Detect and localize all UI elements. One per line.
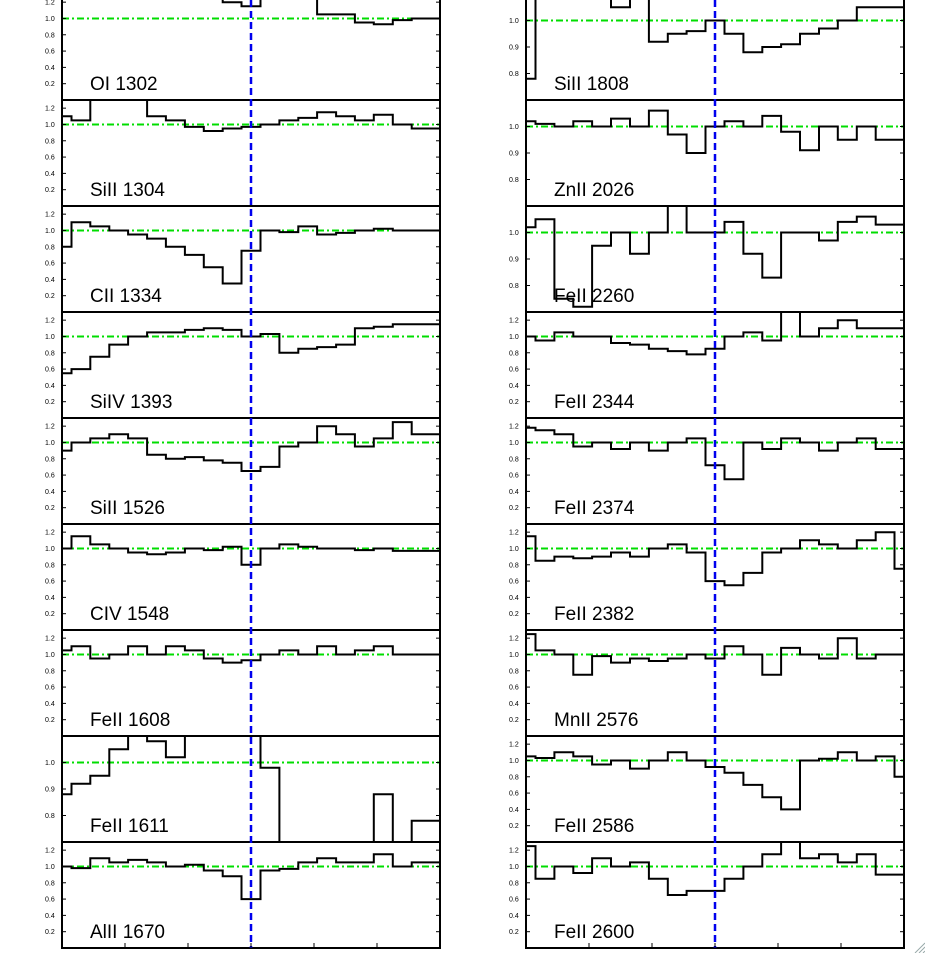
y-tick-label: 0.8	[509, 668, 519, 676]
y-tick-label: 0.2	[45, 929, 55, 937]
panel-feii-1608	[45, 630, 449, 736]
y-tick-label: 1.0	[509, 651, 519, 659]
y-tick-label: 0.6	[45, 472, 55, 480]
y-tick-label: 0.4	[45, 700, 55, 708]
y-tick-label: 0.6	[45, 578, 55, 586]
panel-label: FeII 2600	[554, 922, 635, 943]
panel-label: CII 1334	[90, 286, 162, 307]
panel-label: OI 1302	[90, 74, 158, 95]
column-1	[45, 0, 449, 955]
y-tick-label: 1.0	[45, 651, 55, 659]
panel-siiv-1393	[45, 312, 449, 418]
y-tick-label: 1.2	[509, 317, 519, 325]
y-tick-label: 0.8	[45, 350, 55, 358]
y-tick-label: 1.0	[509, 439, 519, 447]
y-tick-label: 1.0	[45, 439, 55, 447]
y-tick-label: 0.8	[45, 813, 55, 820]
y-tick-label: 0.4	[509, 806, 519, 814]
y-tick-label: 0.8	[509, 350, 519, 358]
y-tick-label: 0.8	[45, 244, 55, 252]
y-tick-label: 0.8	[45, 562, 55, 570]
y-tick-label: 0.8	[509, 880, 519, 888]
panel-feii-2344	[509, 300, 914, 418]
y-tick-label: 0.4	[45, 64, 55, 72]
y-tick-label: 0.2	[45, 611, 55, 619]
y-tick-label: 0.2	[509, 505, 519, 513]
y-tick-label: 1.0	[509, 545, 519, 553]
y-tick-label: 0.6	[509, 578, 519, 586]
y-tick-label: 0.4	[45, 276, 55, 284]
y-tick-label: 1.0	[509, 18, 519, 25]
y-tick-label: 0.2	[45, 717, 55, 725]
y-tick-label: 0.2	[45, 187, 55, 195]
y-tick-label: 0.4	[45, 382, 55, 390]
panel-label: FeII 2374	[554, 498, 635, 519]
y-tick-label: 1.2	[45, 529, 55, 537]
y-tick-label: 0.2	[509, 611, 519, 619]
y-tick-label: 0.4	[45, 170, 55, 178]
y-tick-label: 0.6	[509, 684, 519, 692]
y-tick-label: 0.9	[509, 44, 519, 52]
y-tick-label: 0.6	[509, 366, 519, 374]
panel-label: FeII 2586	[554, 816, 635, 837]
y-tick-label: 0.9	[509, 150, 519, 158]
y-tick-label: 0.9	[45, 786, 55, 794]
y-tick-label: 1.0	[45, 760, 55, 767]
y-tick-label: 0.4	[509, 700, 519, 708]
y-tick-label: 1.2	[509, 635, 519, 643]
panel-label: SiII 1304	[90, 180, 165, 201]
y-tick-label: 0.4	[45, 488, 55, 496]
y-tick-label: 1.2	[45, 847, 55, 855]
y-tick-label: 0.6	[45, 48, 55, 56]
panel-label: CIV 1548	[90, 604, 170, 625]
panel-label: SiII 1808	[554, 74, 629, 95]
y-tick-label: 0.4	[509, 912, 519, 920]
y-tick-label: 0.8	[45, 880, 55, 888]
panel-label: SiII 1526	[90, 498, 165, 519]
y-tick-label: 1.0	[45, 333, 55, 341]
panel-label: FeII 2260	[554, 286, 635, 307]
y-tick-label: 0.2	[509, 717, 519, 725]
y-tick-label: 0.8	[45, 456, 55, 464]
y-tick-label: 0.6	[45, 154, 55, 162]
y-tick-label: 1.0	[45, 545, 55, 553]
y-tick-label: 0.2	[509, 399, 519, 407]
panel-label: ZnII 2026	[554, 180, 635, 201]
panel-label: FeII 2382	[554, 604, 635, 625]
y-tick-label: 1.0	[45, 863, 55, 871]
y-tick-label: 0.2	[509, 929, 519, 937]
y-tick-label: 0.4	[509, 488, 519, 496]
y-tick-label: 1.2	[509, 847, 519, 855]
panel-alii-1670	[45, 842, 449, 948]
y-tick-label: 0.2	[45, 81, 55, 89]
panel-siii-1808	[509, 0, 914, 100]
y-tick-label: 1.2	[509, 423, 519, 431]
panel-mnii-2576	[509, 630, 914, 736]
y-tick-label: 1.0	[45, 121, 55, 129]
y-tick-label: 0.6	[509, 790, 519, 798]
y-tick-label: 0.2	[45, 399, 55, 407]
panel-feii-2260	[509, 206, 914, 312]
panel-cii-1334	[45, 206, 449, 312]
panel-label: SiIV 1393	[90, 392, 173, 413]
y-tick-label: 1.0	[509, 757, 519, 765]
y-tick-label: 0.2	[45, 293, 55, 301]
panel-label: MnII 2576	[554, 710, 639, 731]
y-tick-label: 0.6	[45, 896, 55, 904]
y-tick-label: 1.2	[509, 529, 519, 537]
y-tick-label: 0.6	[45, 366, 55, 374]
y-tick-label: 1.2	[45, 0, 55, 7]
y-tick-label: 0.9	[509, 256, 519, 264]
y-tick-label: 0.8	[509, 283, 519, 290]
y-tick-label: 0.8	[509, 456, 519, 464]
y-tick-label: 0.6	[509, 472, 519, 480]
panel-feii-2600	[509, 842, 914, 948]
y-tick-label: 0.4	[45, 594, 55, 602]
y-tick-label: 1.0	[45, 15, 55, 23]
y-tick-label: 1.0	[509, 124, 519, 131]
y-tick-label: 1.2	[45, 423, 55, 431]
y-tick-label: 1.0	[45, 227, 55, 235]
y-tick-label: 0.8	[45, 668, 55, 676]
panel-label: AlII 1670	[90, 922, 165, 943]
y-tick-label: 1.2	[45, 211, 55, 219]
y-tick-label: 0.8	[509, 71, 519, 78]
panel-label: FeII 1608	[90, 710, 171, 731]
y-tick-label: 1.2	[509, 741, 519, 749]
panel-feii-2382	[509, 524, 914, 630]
y-tick-label: 0.4	[509, 594, 519, 602]
panel-label: FeII 1611	[90, 816, 169, 837]
y-tick-label: 0.8	[509, 562, 519, 570]
y-tick-label: 0.4	[45, 912, 55, 920]
y-tick-label: 1.2	[45, 105, 55, 113]
y-tick-label: 1.2	[45, 635, 55, 643]
panel-siii-1526	[45, 418, 449, 524]
y-tick-label: 0.2	[509, 823, 519, 831]
panel-siii-1304	[45, 100, 449, 206]
panel-feii-2586	[509, 736, 914, 842]
panel-civ-1548	[45, 524, 449, 630]
panel-label: FeII 2344	[554, 392, 635, 413]
y-tick-label: 1.2	[45, 317, 55, 325]
y-tick-label: 0.4	[509, 382, 519, 390]
y-tick-label: 0.6	[45, 684, 55, 692]
y-tick-label: 1.0	[509, 863, 519, 871]
y-tick-label: 0.8	[45, 32, 55, 40]
y-tick-label: 0.6	[45, 260, 55, 268]
panel-znii-2026	[509, 100, 914, 206]
resize-grip-icon	[913, 941, 925, 953]
y-tick-label: 1.0	[509, 333, 519, 341]
y-tick-label: 1.0	[509, 230, 519, 237]
y-tick-label: 0.6	[509, 896, 519, 904]
column-2	[509, 0, 914, 955]
y-tick-label: 0.8	[45, 138, 55, 146]
panel-feii-1611	[45, 736, 449, 869]
y-tick-label: 0.8	[509, 774, 519, 782]
panel-feii-2374	[509, 418, 914, 524]
y-tick-label: 0.2	[45, 505, 55, 513]
y-tick-label: 0.8	[509, 177, 519, 184]
panel-oi-1302	[45, 0, 449, 100]
